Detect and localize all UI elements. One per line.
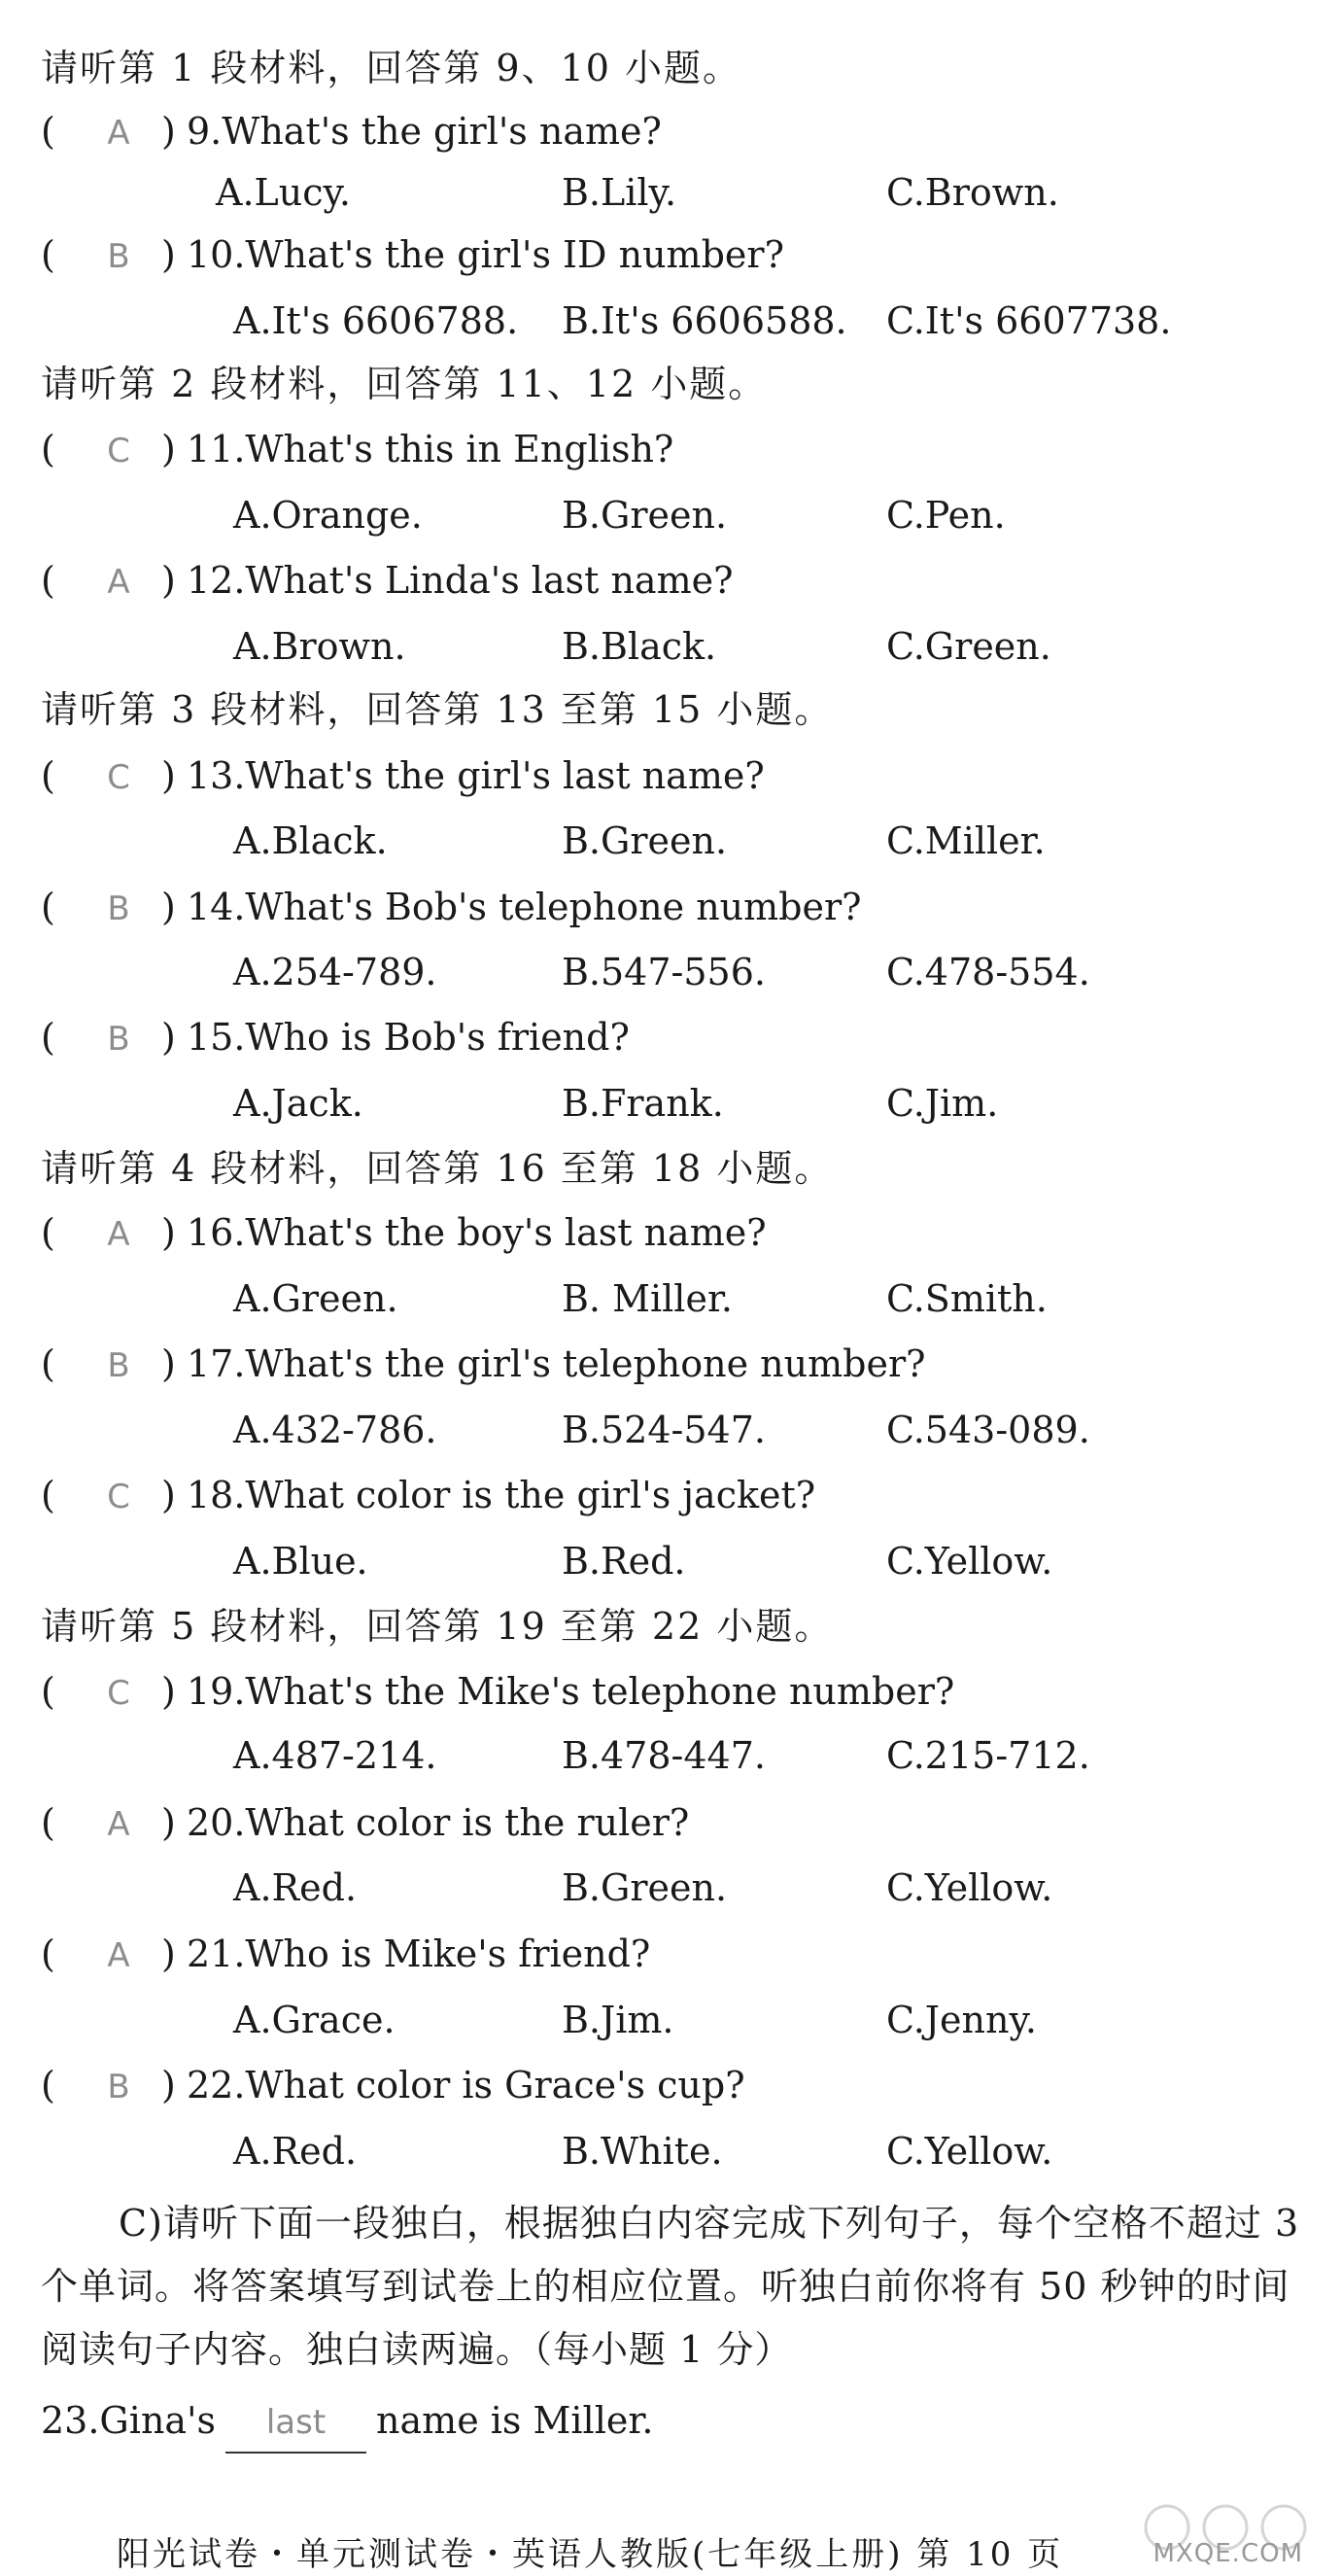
option-b: B. Miller. [562,1277,734,1320]
option-a: A.Jack. [233,1082,363,1125]
option-a: A.Grace. [233,1999,396,2041]
handwritten-answer: C [107,1478,130,1516]
options-11 [0,486,1342,544]
option-b: B.Black. [562,625,717,668]
options-18 [0,1532,1342,1590]
options-19 [0,1726,1342,1785]
paren-close: ) [161,886,176,928]
handwritten-answer: A [107,1936,130,1975]
options-20 [0,1859,1342,1917]
q23-answer-blank[interactable]: last [225,2393,366,2454]
question-19 [41,1662,954,1721]
option-c: C.Brown. [886,171,1059,214]
option-b: B.Green. [562,1866,728,1909]
question-13 [41,747,765,805]
options-9 [0,163,1342,222]
option-b: B.524-547. [562,1409,766,1451]
paren-open: ( [41,1342,55,1385]
option-c: C.478-554. [886,951,1090,993]
options-14 [0,943,1342,1001]
option-c: C.Pen. [886,494,1006,537]
handwritten-answer: A [107,563,130,602]
question-23 [41,2391,653,2454]
paren-close: ) [161,559,176,602]
option-b: B.Frank. [562,1082,724,1125]
paren-close: ) [161,428,176,470]
section-heading-2: 请听第 2 段材料，回答第 11、12 小题。 [41,363,768,405]
question-text: 13.What's the girl's last name? [187,754,765,797]
paren-open: ( [41,886,55,928]
options-13 [0,812,1342,870]
question-text: 20.What color is the ruler? [187,1801,690,1844]
paren-open: ( [41,1670,55,1713]
question-text: 11.What's this in English? [187,428,674,470]
option-c: C.Jenny. [886,1999,1037,2041]
paren-open: ( [41,754,55,797]
option-c: C.215-712. [886,1734,1090,1777]
question-text: 17.What's the girl's telephone number? [187,1342,926,1385]
question-15 [41,1008,630,1066]
option-a: A.Brown. [233,625,406,668]
option-a: A.Lucy. [216,171,352,214]
paren-open: ( [41,1474,55,1516]
watermark-text: MXQE.COM [1153,2539,1303,2568]
paren-open: ( [41,1016,55,1059]
option-c: C.It's 6607738. [886,299,1172,342]
option-a: A.Blue. [233,1540,368,1583]
option-a: A.Orange. [233,494,423,537]
question-12 [41,551,733,609]
question-9 [41,102,662,160]
question-10 [41,226,784,284]
handwritten-answer: C [107,432,130,470]
handwritten-answer: A [107,1805,130,1844]
option-c: C.543-089. [886,1409,1090,1451]
question-18 [41,1466,815,1524]
handwritten-answer: A [107,114,130,153]
paren-open: ( [41,2064,55,2106]
paren-close: ) [161,1474,176,1516]
paren-close: ) [161,2064,176,2106]
options-17 [0,1401,1342,1459]
question-text: 15.Who is Bob's friend? [187,1016,630,1059]
question-21 [41,1925,650,1983]
handwritten-answer: C [107,1674,130,1713]
option-c: C.Smith. [886,1277,1048,1320]
section-heading-4: 请听第 4 段材料，回答第 16 至第 18 小题。 [41,1147,834,1190]
paren-close: ) [161,110,176,153]
option-c: C.Green. [886,625,1051,668]
question-text: 18.What color is the girl's jacket? [187,1474,816,1516]
paren-close: ) [161,754,176,797]
q23-suffix: name is Miller. [376,2399,654,2442]
handwritten-answer: B [107,237,130,276]
option-a: A.Black. [233,819,388,862]
option-a: A.Red. [233,2130,358,2173]
question-text: 9.What's the girl's name? [187,110,662,153]
option-b: B.Green. [562,494,728,537]
question-text: 19.What's the Mike's telephone number? [187,1670,955,1713]
section-heading-1: 请听第 1 段材料，回答第 9、10 小题。 [41,47,742,89]
option-b: B.Lily. [562,171,677,214]
handwritten-answer: A [107,1215,130,1254]
option-a: A.432-786. [233,1409,437,1451]
options-22 [0,2122,1342,2180]
option-a: A.Green. [233,1277,398,1320]
paren-close: ) [161,1211,176,1254]
options-16 [0,1270,1342,1328]
option-c: C.Yellow. [886,2130,1053,2173]
paren-open: ( [41,1932,55,1975]
option-b: B.547-556. [562,951,766,993]
question-22 [41,2056,745,2114]
option-c: C.Yellow. [886,1540,1053,1583]
handwritten-answer: B [107,1020,130,1059]
paren-open: ( [41,428,55,470]
option-b: B.White. [562,2130,723,2173]
options-12 [0,617,1342,676]
handwritten-answer: B [107,1346,130,1385]
option-c: C.Jim. [886,1082,999,1125]
part-c-instruction: C)请听下面一段独白，根据独白内容完成下列句子，每个空格不超过 3 个单词。将答案填写到试卷上的相应位置。听独白前你将有 50 秒钟的时间阅读句子内容。独白读两遍。（每小题 1 分） [41,2202,1300,2371]
page-footer: 阳光试卷・单元测试卷・英语人教版(七年级上册) 第 10 页 [117,2535,1064,2574]
paren-close: ) [161,1801,176,1844]
paren-open: ( [41,110,55,153]
question-14 [41,878,862,936]
paren-open: ( [41,1211,55,1254]
section-heading-3: 请听第 3 段材料，回答第 13 至第 15 小题。 [41,688,834,731]
question-text: 14.What's Bob's telephone number? [187,886,862,928]
question-11 [41,420,673,478]
option-b: B.Green. [562,819,728,862]
paren-close: ) [161,233,176,276]
paren-close: ) [161,1342,176,1385]
option-b: B.Red. [562,1540,686,1583]
paren-open: ( [41,559,55,602]
question-20 [41,1793,689,1852]
handwritten-answer: B [107,2068,130,2106]
option-a: A.Red. [233,1866,358,1909]
paren-open: ( [41,1801,55,1844]
paren-open: ( [41,233,55,276]
question-text: 22.What color is Grace's cup? [187,2064,745,2106]
options-15 [0,1074,1342,1132]
paren-close: ) [161,1932,176,1975]
question-16 [41,1203,767,1262]
q23-prefix: 23.Gina's [41,2399,217,2442]
question-text: 21.Who is Mike's friend? [187,1932,651,1975]
option-c: C.Miller. [886,819,1046,862]
question-text: 10.What's the girl's ID number? [187,233,784,276]
option-a: A.It's 6606788. [233,299,519,342]
handwritten-answer: B [107,889,130,928]
option-b: B.Jim. [562,1999,674,2041]
option-c: C.Yellow. [886,1866,1053,1909]
question-text: 16.What's the boy's last name? [187,1211,767,1254]
options-21 [0,1991,1342,2049]
handwritten-answer: C [107,758,130,797]
paren-close: ) [161,1016,176,1059]
question-text: 12.What's Linda's last name? [187,559,734,602]
option-b: B.478-447. [562,1734,766,1777]
option-a: A.254-789. [233,951,437,993]
question-17 [41,1335,926,1393]
option-b: B.It's 6606588. [562,299,847,342]
option-a: A.487-214. [233,1734,437,1777]
section-heading-5: 请听第 5 段材料，回答第 19 至第 22 小题。 [41,1605,834,1648]
paren-close: ) [161,1670,176,1713]
options-10 [0,292,1342,350]
